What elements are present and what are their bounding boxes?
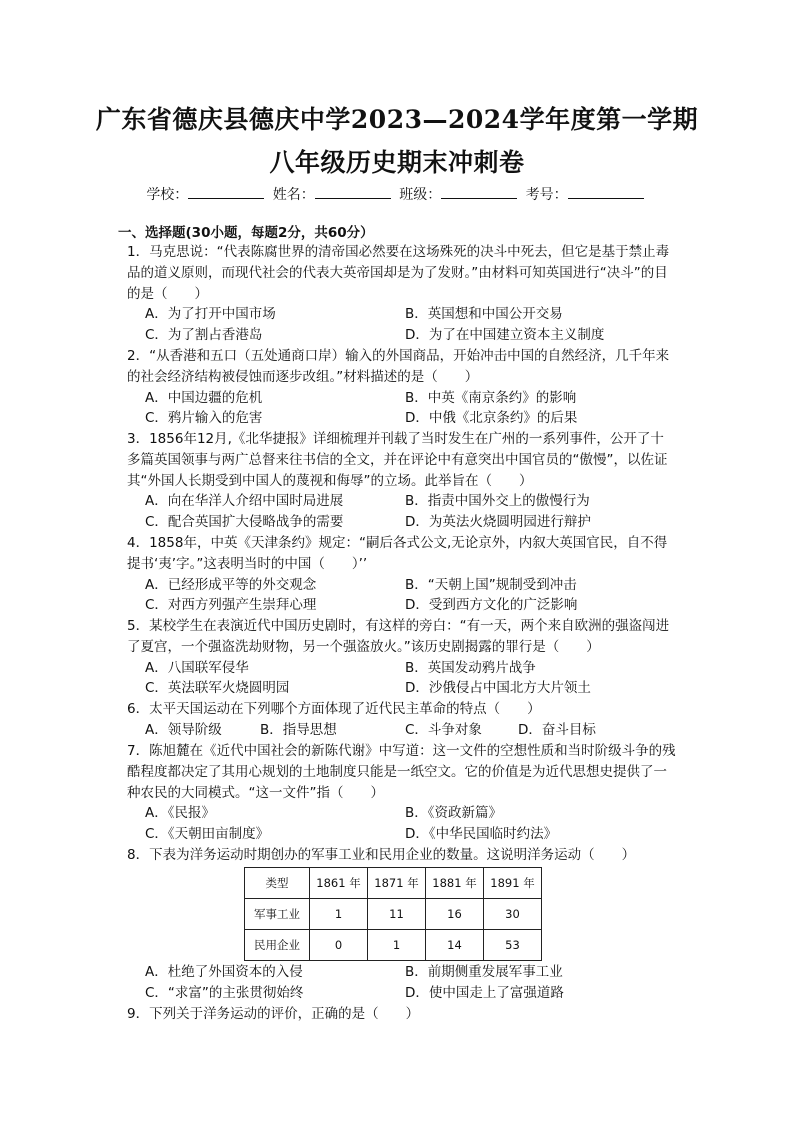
student-info-line bbox=[0, 184, 794, 204]
option-d[interactable]: D．受到西方文化的广泛影响 bbox=[405, 597, 578, 614]
option-b[interactable]: B．中英《南京条约》的影响 bbox=[405, 389, 577, 406]
table-row bbox=[245, 930, 542, 961]
table-cell: 1 bbox=[368, 930, 426, 961]
option-a[interactable]: A．杜绝了外国资本的入侵 bbox=[145, 964, 303, 980]
table-cell: 30 bbox=[484, 899, 542, 930]
table-header-row bbox=[245, 868, 542, 899]
table-header-cell: 1871 年 bbox=[368, 868, 426, 899]
option-d[interactable]: D．中俄《北京条约》的后果 bbox=[405, 410, 578, 427]
question-stem: 9．下列关于洋务运动的评价，正确的是（ ） bbox=[127, 1006, 420, 1022]
option-a[interactable]: A．中国边疆的危机 bbox=[145, 389, 263, 406]
question-stem: 7．陈旭麓在《近代中国社会的新陈代谢》中写道：这一文件的空想性质和当时阶级斗争的残酷程度都决定了其用心规划的土地制度只能是一纸空文。它的价值是为近代思想史提供了一种农民的大同模式。“这一文件”指（ ） bbox=[127, 743, 676, 801]
option-c[interactable]: C．斗争对象 bbox=[405, 721, 482, 738]
question-stem: 4．1858年，中英《天津条约》规定：“嗣后各式公文,无论京外，内叙大英国官民，自不得提书‘夷’字。”这表明当时的中国（ ）’’ bbox=[127, 535, 668, 572]
table-cell: 53 bbox=[484, 930, 542, 961]
table-header-cell: 1881 年 bbox=[426, 868, 484, 899]
option-c[interactable]: C．英法联军火烧圆明园 bbox=[145, 680, 290, 697]
question-2 bbox=[127, 346, 677, 429]
option-d[interactable]: D．为英法火烧圆明园进行辩护 bbox=[405, 514, 591, 531]
id-label: 考号： bbox=[525, 187, 568, 203]
question-1 bbox=[127, 242, 677, 346]
table-row bbox=[245, 899, 542, 930]
option-b[interactable]: B．指责中国外交上的傲慢行为 bbox=[405, 493, 590, 510]
question-stem: 8．下表为洋务运动时期创办的军事工业和民用企业的数量。这说明洋务运动（ ） bbox=[127, 847, 636, 863]
option-a[interactable]: A．向在华洋人介绍中国时局进展 bbox=[145, 493, 344, 510]
option-c[interactable]: C．《天朝田亩制度》 bbox=[145, 826, 270, 843]
option-c[interactable]: C．对西方列强产生崇拜心理 bbox=[145, 597, 317, 614]
option-a[interactable]: A．《民报》 bbox=[145, 805, 215, 822]
question-5 bbox=[127, 616, 677, 699]
option-c[interactable]: C．鸦片输入的危害 bbox=[145, 410, 263, 427]
question-7 bbox=[127, 741, 677, 845]
question-6 bbox=[127, 699, 677, 741]
option-b[interactable]: B．英国想和中国公开交易 bbox=[405, 306, 563, 323]
question-9 bbox=[127, 1004, 677, 1025]
option-b[interactable]: B．《资政新篇》 bbox=[405, 805, 503, 822]
question-stem: 1．马克思说：“代表陈腐世界的清帝国必然要在这场殊死的决斗中死去，但它是基于禁止毒品的道义原则，而现代社会的代表大英帝国却是为了发财。”由材料可知英国进行“决斗”的目的是（ ） bbox=[127, 244, 670, 302]
table-header-cell: 1891 年 bbox=[484, 868, 542, 899]
option-d[interactable]: D．奋斗目标 bbox=[518, 721, 596, 738]
option-a[interactable]: A．领导阶级 bbox=[145, 721, 222, 738]
option-d[interactable]: D．使中国走上了富强道路 bbox=[405, 984, 564, 1001]
table-cell: 14 bbox=[426, 930, 484, 961]
name-label: 姓名： bbox=[272, 187, 315, 203]
option-a[interactable]: A．为了打开中国市场 bbox=[145, 306, 276, 323]
table-cell: 11 bbox=[368, 899, 426, 930]
exam-title-line1: 广东省德庆县德庆中学2023—2024学年度第一学期 bbox=[95, 105, 699, 134]
option-a[interactable]: A．八国联军侵华 bbox=[145, 659, 249, 676]
id-blank[interactable] bbox=[568, 186, 644, 199]
school-blank[interactable] bbox=[188, 186, 264, 199]
option-c[interactable]: C．配合英国扩大侵略战争的需要 bbox=[145, 514, 344, 531]
table-cell: 0 bbox=[310, 930, 368, 961]
option-d[interactable]: D．为了在中国建立资本主义制度 bbox=[405, 327, 605, 344]
table-header-cell: 1861 年 bbox=[310, 868, 368, 899]
enterprise-count-table bbox=[244, 867, 542, 961]
question-8-options bbox=[127, 962, 677, 1004]
table-cell: 1 bbox=[310, 899, 368, 930]
question-stem: 6．太平天国运动在下列哪个方面体现了近代民主革命的特点（ ） bbox=[127, 701, 541, 717]
question-3 bbox=[127, 429, 677, 533]
table-cell: 16 bbox=[426, 899, 484, 930]
class-label: 班级： bbox=[399, 187, 442, 203]
section-heading: 一、选择题(30小题，每题2分，共60分） bbox=[118, 225, 374, 241]
question-stem: 2．“从香港和五口（五处通商口岸）输入的外国商品，开始冲击中国的自然经济，几千年来的社会经济结构被侵蚀而逐步改组。”材料描述的是（ ） bbox=[127, 348, 670, 385]
table-cell: 民用企业 bbox=[245, 930, 310, 961]
exam-title-line2: 八年级历史期末冲刺卷 bbox=[269, 148, 525, 177]
option-d[interactable]: D．沙俄侵占中国北方大片领土 bbox=[405, 680, 591, 697]
option-b[interactable]: B．英国发动鸦片战争 bbox=[405, 659, 536, 676]
option-c[interactable]: C．为了割占香港岛 bbox=[145, 327, 263, 344]
school-label: 学校： bbox=[146, 187, 189, 203]
option-a[interactable]: A．已经形成平等的外交观念 bbox=[145, 576, 317, 593]
question-4 bbox=[127, 533, 677, 616]
option-b[interactable]: B．“天朝上国”规制受到冲击 bbox=[405, 576, 577, 593]
table-header-cell: 类型 bbox=[245, 868, 310, 899]
option-b[interactable]: B．指导思想 bbox=[260, 721, 337, 738]
table-cell: 军事工业 bbox=[245, 899, 310, 930]
option-b[interactable]: B．前期侧重发展军事工业 bbox=[405, 964, 563, 980]
question-8 bbox=[127, 845, 677, 866]
question-stem: 3．1856年12月,《北华捷报》详细梳理并刊载了当时发生在广州的一系列事件，公开了十多篇英国领事与两广总督来往书信的全文，并在评论中有意突出中国官员的“傲慢”，以佐证其“外国人长期受到中国人的蔑视和侮辱”的立场。此举旨在（ ） bbox=[127, 431, 668, 489]
option-d[interactable]: D．《中华民国临时约法》 bbox=[405, 826, 558, 843]
name-blank[interactable] bbox=[315, 186, 391, 199]
question-stem: 5．某校学生在表演近代中国历史剧时，有这样的旁白：“有一天，两个来自欧洲的强盗闯进了夏宫，一个强盗洗劫财物，另一个强盗放火。”该历史剧揭露的罪行是（ ） bbox=[127, 618, 670, 655]
option-c[interactable]: C．“求富”的主张贯彻始终 bbox=[145, 984, 304, 1001]
class-blank[interactable] bbox=[441, 186, 517, 199]
